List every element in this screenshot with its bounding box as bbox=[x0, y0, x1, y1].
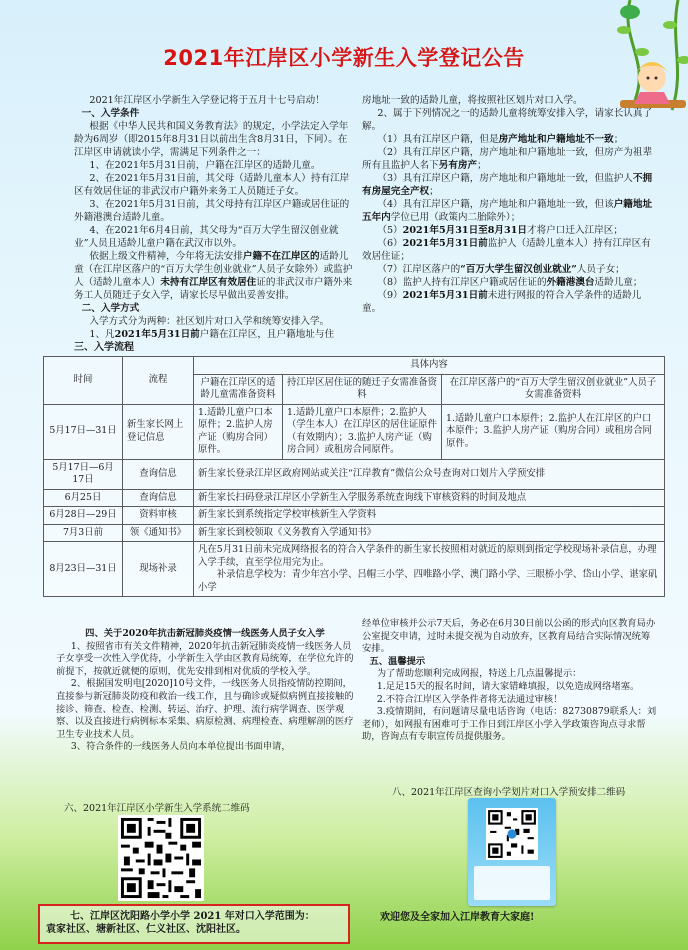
section-5-heading: 五、温馨提示 bbox=[369, 655, 426, 667]
welcome-text: 欢迎您及全家加入江岸教育大家庭! bbox=[380, 912, 535, 923]
section-7-line-2: 袁家社区、塘新社区、仁义社区、沈阳社区。 bbox=[46, 924, 246, 935]
s2-para-2: 1、凡2021年5月31日前户籍在江岸区，且户籍地址与住 bbox=[89, 329, 335, 340]
r-item-3: （3）具有江岸区户籍，房产地址和户籍地址一致，但监护人不拥有房屋完全产权； bbox=[362, 173, 653, 197]
th-flow: 流程 bbox=[123, 357, 194, 405]
th-content: 具体内容 bbox=[194, 357, 665, 375]
th-c2: 持江岸区居住证的随迁子女需准备资料 bbox=[283, 374, 442, 404]
poster-fine-print-block bbox=[474, 866, 550, 900]
table-row: 6月25日 查询信息 新生家长扫码登录江岸区小学新生入学服务系统查询线下审核资料的时间及地点 bbox=[44, 489, 665, 507]
table-header-row bbox=[44, 357, 665, 375]
s4-para-1: 1、按照省市有关文件精神，2020年抗击新冠肺炎疫情一线医务人员子女享受一次性入学优待，小学新生入学由区教育局统筹，在学位允许的前提下，按就近就便的原则，优先安排到相对优质的学校入学。 bbox=[56, 640, 354, 677]
section-3-heading: 三、入学流程 bbox=[74, 342, 134, 353]
s2-para-1: 入学方式分为两种：社区划片对口入学和统筹安排入学。 bbox=[89, 316, 330, 327]
th-c1: 户籍在江岸区的适龄儿童需准备资料 bbox=[194, 374, 283, 404]
table-row: 6月28日—29日 资料审核 新生家长到系统指定学校审核新生入学资料 bbox=[44, 507, 665, 525]
s1-item-3: 3、在2021年5月31日前，其父母持有江岸区户籍或居住证的外籍港澳台适龄儿童。 bbox=[74, 199, 350, 223]
section-5 bbox=[362, 618, 658, 744]
s5-tip-1: 1.足足15天的报名时间，请大家错峰填报，以免造成网络堵塞。 bbox=[376, 680, 640, 692]
r-item-1: （1）具有江岸区户籍，但是房产地址和户籍地址不一致； bbox=[377, 134, 624, 145]
section-7-line-1: 七、江岸区沈阳路小学小学 2021 年对口入学范围为： bbox=[70, 911, 315, 922]
inquiry-poster bbox=[468, 798, 556, 906]
th-c3: 在江岸区落户的“百万大学生留汉创业就业”人员子女需准备资料 bbox=[442, 374, 665, 404]
right-column bbox=[362, 94, 658, 315]
s1-para-2: 依据上级文件精神，今年将无法安排户籍不在江岸区的适龄儿童（在江岸区落户的“百万大学生创业就业”人员子女除外）或监护人（适龄儿童本人）未持有江岸区有效居住证的非武汉市户籍外来务工人员随迁子女入学，请家长尽早做出妥善安排。 bbox=[74, 251, 353, 301]
r-item-6: （6）2021年5月31日前监护人（适龄儿童本人）持有江岸区有效居住证； bbox=[362, 238, 651, 262]
section-8-heading: 八、2021年江岸区查询小学划片对口入学预安排二维码 bbox=[392, 787, 626, 798]
s5-para-0: 为了帮助您顺利完成网报，特送上几点温馨提示： bbox=[376, 668, 582, 680]
page-title: 2021年江岸区小学新生入学登记公告 bbox=[163, 46, 525, 70]
section-4 bbox=[56, 628, 354, 754]
left-column bbox=[74, 94, 356, 341]
placement-inquiry-qr-code[interactable] bbox=[486, 808, 538, 860]
s5-tip-3: 3.疫情期间，有问题请尽量电话咨询（电话：82730879联系人：刘老师），如网报有困难可于工作日到江岸区小学入学政策咨询点寻求帮助，咨询点有专职宣传员提供服务。 bbox=[362, 706, 657, 743]
s4-continued: 经单位审核并公示7天后，务必在6月30日前以公函的形式向区教育局办公室提交申请，过时未提交视为自动放弃，区教育局结合实际情况统筹安排。 bbox=[362, 618, 656, 655]
s1-para-1: 根据《中华人民共和国义务教育法》的规定，小学法定入学年龄为6周岁（即2015年8月31日以前出生含8月31日，下同）。在江岸区申请就读小学，需满足下列条件之一： bbox=[74, 121, 349, 158]
r-item-4: （4）具有江岸区户籍，房产地址和户籍地址一致，但该户籍地址五年内学位已用（政策内二胎除外）； bbox=[362, 199, 653, 223]
section-7-box bbox=[38, 904, 350, 944]
s5-tip-2: 2.不符合江岸区入学条件者将无法通过审核！ bbox=[376, 693, 563, 705]
s4-para-2: 2、根据国发明电[2020]10号文件，一线医务人员指疫情防控期间，直接参与新冠肺炎防疫和救治一线工作，且与确诊或疑似病例直接接触的接诊、筛查、检查、检测、转运、治疗、护理、流行病学调查、医学观察、以及直接进行病例标本采集、病原检测、病理检查、病理解剖的医疗卫生专业技术人员。 bbox=[56, 678, 354, 740]
r-item-7: （7）江岸区落户的“百万大学生留汉创业就业”人员子女； bbox=[377, 264, 625, 275]
table-row: 5月17日—6月17日 查询信息 新生家长登录江岸区政府网站或关注“江岸教育”微信公众号查询对口划片入学预安排 bbox=[44, 459, 665, 489]
intro-text: 2021年江岸区小学新生入学登记将于五月十七号启动！ bbox=[89, 95, 325, 106]
r-item-9: （9）2021年5月31日前未进行网报的符合入学条件的适龄儿童。 bbox=[362, 290, 642, 314]
table-row: 8月23日—31日 现场补录 凡在5月31日前未完成网络报名的符合入学条件的新生家长按照相对就近的原则到指定学校现场补录信息，办理入学手续，直至学位用完为止。 补录信息学校为：青少年宫小学、吕帽三小学、四唯路小学、澳门路小学、三眼桥小学、岱山小学、谌家矶小学 bbox=[44, 542, 665, 597]
r-item-8: （8）监护人持有江岸区户籍或居住证的外籍港澳台适龄儿童； bbox=[377, 277, 643, 288]
r-item-5: （5）2021年5月31日至8月31日才将户口迁入江岸区； bbox=[377, 225, 623, 236]
section-4-heading: 四、关于2020年抗击新冠肺炎疫情一线医务人员子女入学 bbox=[85, 628, 325, 639]
table-row: 7月3日前 领《通知书》 新生家长到校领取《义务教育入学通知书》 bbox=[44, 524, 665, 542]
th-time: 时间 bbox=[44, 357, 123, 405]
s1-item-4: 4、在2021年6月4日前，其父母为“百万大学生留汉创业就业”人员且适龄儿童户籍在武汉市以外。 bbox=[74, 225, 339, 249]
enrollment-flow-table bbox=[43, 356, 665, 597]
r-para-0: 房地址一致的适龄儿童，将按照社区划片对口入学。 bbox=[362, 95, 583, 106]
s1-item-2: 2、在2021年5月31日前，其父母（适龄儿童本人）持有江岸区有效居住证的非武汉市户籍外来务工人员随迁子女。 bbox=[74, 173, 350, 197]
enrollment-system-qr-code[interactable] bbox=[118, 815, 204, 901]
r-para-1: 2、属于下列情况之一的适龄儿童将统筹安排入学，请家长认真了解。 bbox=[362, 108, 653, 132]
s1-item-1: 1、在2021年5月31日前，户籍在江岸区的适龄儿童。 bbox=[89, 160, 321, 171]
section-1-heading: 一、入学条件 bbox=[81, 108, 140, 119]
s4-para-3: 3、符合条件的一线医务人员向本单位提出书面申请， bbox=[70, 741, 291, 753]
section-2-heading: 二、入学方式 bbox=[81, 303, 140, 314]
section-6-heading: 六、2021年江岸区小学新生入学系统二维码 bbox=[64, 803, 250, 814]
table-row: 5月17日—31日 新生家长网上登记信息 1.适龄儿童户口本原件；2.监护人房产证（购房合同）原件。 1.适龄儿童户口本原件；2.监护人（学生本人）在江岸区的居住证原件（有效期内）；3.监护人房产证（购房合同）或租房合同原件。 1.适龄儿童户口本原件；2.监护人在江岸区的户口本原件；3.监护人房产证（购房合同）或租房合同原件。 bbox=[44, 404, 665, 459]
r-item-2: （2）具有江岸区户籍，房产地址和户籍地址一致，但房产为祖辈所有且监护人名下另有房产； bbox=[362, 147, 653, 171]
